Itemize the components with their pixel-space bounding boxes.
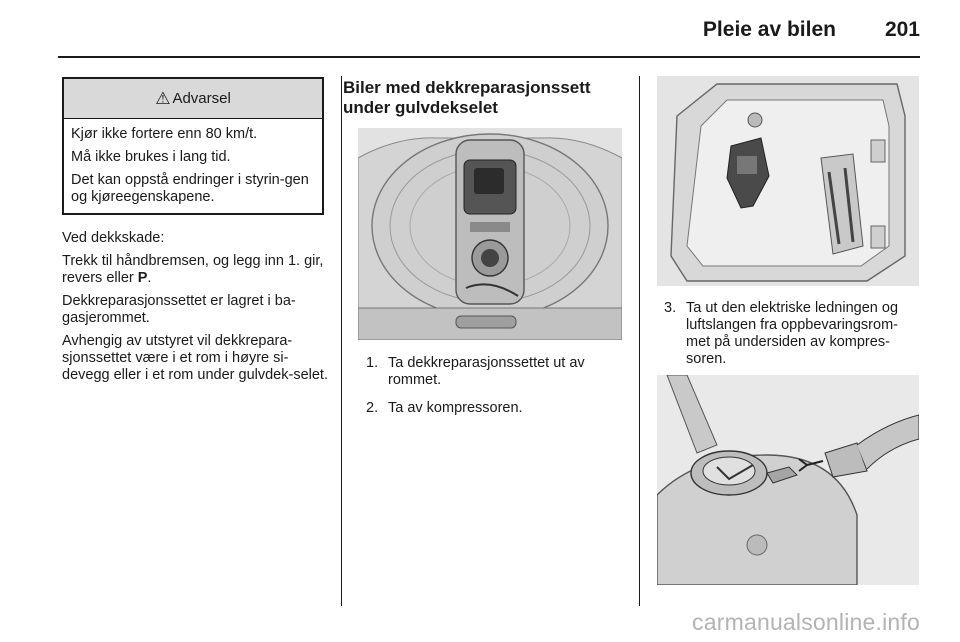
step-text: Ta ut den elektriske ledningen og luftslangen fra oppbevaringsrom-met på undersiden av kompres-soren.: [686, 300, 899, 367]
paragraph: Avhengig av utstyret vil dekkrepara-sjonssettet være i et rom i høyre si-devegg eller i et rom under gulvdek-selet.: [62, 333, 328, 383]
warning-line: Det kan oppstå endringer i styrin-gen og kjøreegenskapene.: [71, 172, 309, 205]
warning-line: Må ikke brukes i lang tid.: [71, 149, 231, 165]
step-number: 3.: [664, 300, 677, 316]
step-item: [366, 355, 616, 389]
step-item: [664, 300, 922, 368]
warning-line: Kjør ikke fortere enn 80 km/t.: [71, 126, 258, 142]
step-text: Ta av kompressoren.: [388, 400, 523, 416]
warning-icon: ⚠: [155, 88, 171, 108]
trunk-floor-illustration: [358, 128, 622, 340]
header-rule: [58, 56, 920, 58]
paragraph: Trekk til håndbremsen, og legg inn 1. gir, revers eller P.: [62, 253, 324, 286]
column-1-text: [62, 230, 332, 390]
gear-letter: P: [137, 270, 148, 286]
warning-title: Advarsel: [172, 90, 231, 107]
paragraph: Ved dekkskade:: [62, 230, 165, 246]
step-text: Ta dekkreparasjonssettet ut av rommet.: [388, 355, 585, 388]
warning-body: [64, 119, 322, 206]
page-number: 201: [884, 18, 920, 41]
step-number: 1.: [366, 355, 379, 371]
air-hose-illustration: [657, 375, 919, 585]
column-divider: [341, 76, 342, 606]
watermark: carmanualsonline.info: [692, 609, 920, 635]
column-divider: [639, 76, 640, 606]
chapter-title: Pleie av bilen: [702, 18, 836, 41]
step-number: 2.: [366, 400, 379, 416]
warning-header: [64, 79, 322, 119]
section-title: Biler med dekkreparasjonssett under gulvdekselet: [343, 78, 591, 117]
paragraph: Dekkreparasjonssettet er lagret i ba-gasjerommet.: [62, 293, 296, 326]
step-item: [366, 400, 616, 417]
warning-box: [62, 77, 324, 215]
compressor-compartment-illustration: [657, 76, 919, 286]
